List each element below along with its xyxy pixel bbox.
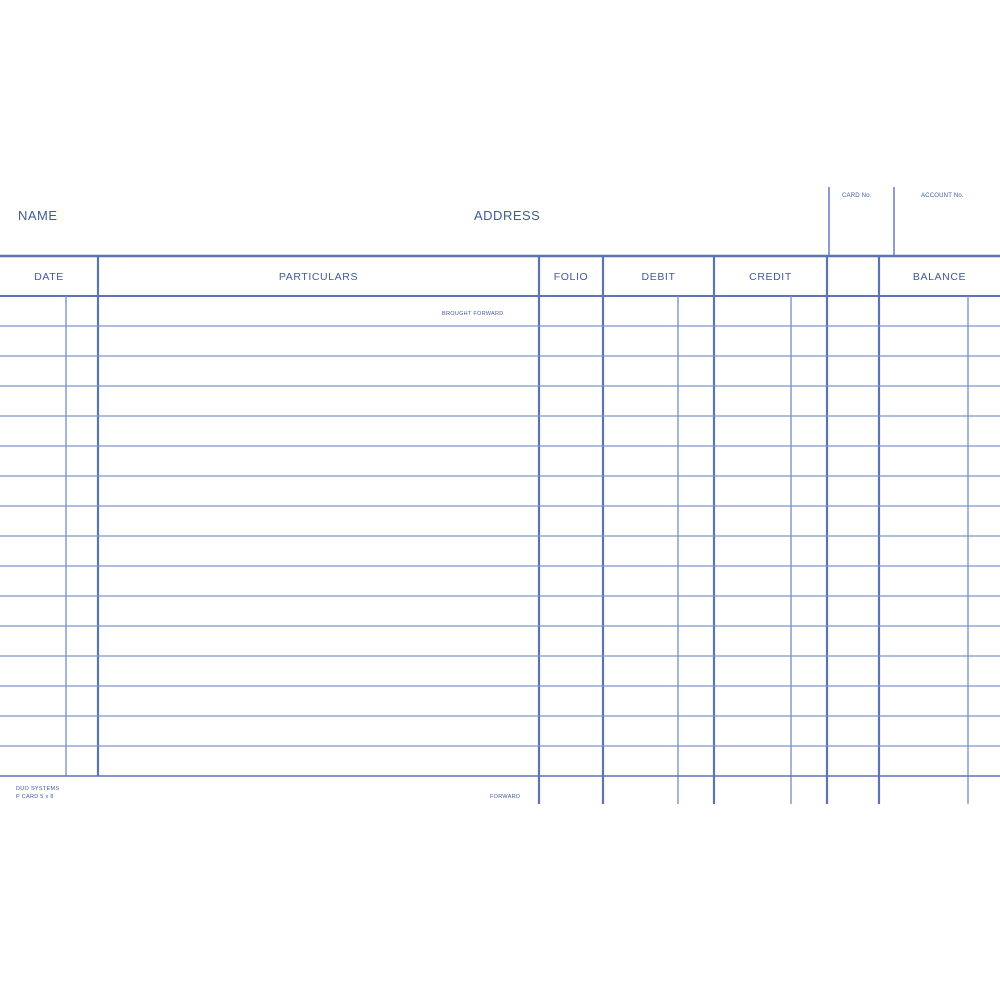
name-label: NAME (18, 208, 58, 223)
account-no-label: ACCOUNT No. (921, 193, 964, 199)
column-rules (66, 256, 968, 804)
carried-forward-label: FORWARD (490, 794, 521, 800)
column-header-folio: FOLIO (553, 271, 589, 283)
column-header-date: DATE (34, 271, 64, 283)
column-header-balance: BALANCE (912, 271, 967, 283)
column-header-debit: DEBIT (641, 271, 676, 283)
card-no-label: CARD No. (842, 193, 872, 199)
address-label: ADDRESS (474, 208, 541, 223)
column-header-particulars: PARTICULARS (278, 271, 359, 283)
imprint-line-2: P CARD 5 x 8 (16, 794, 54, 800)
column-header-credit: CREDIT (749, 271, 792, 283)
brought-forward-label: BROUGHT FORWARD (442, 311, 504, 317)
imprint-line-1: DUO SYSTEMS (16, 786, 60, 792)
row-rules (0, 326, 1000, 776)
